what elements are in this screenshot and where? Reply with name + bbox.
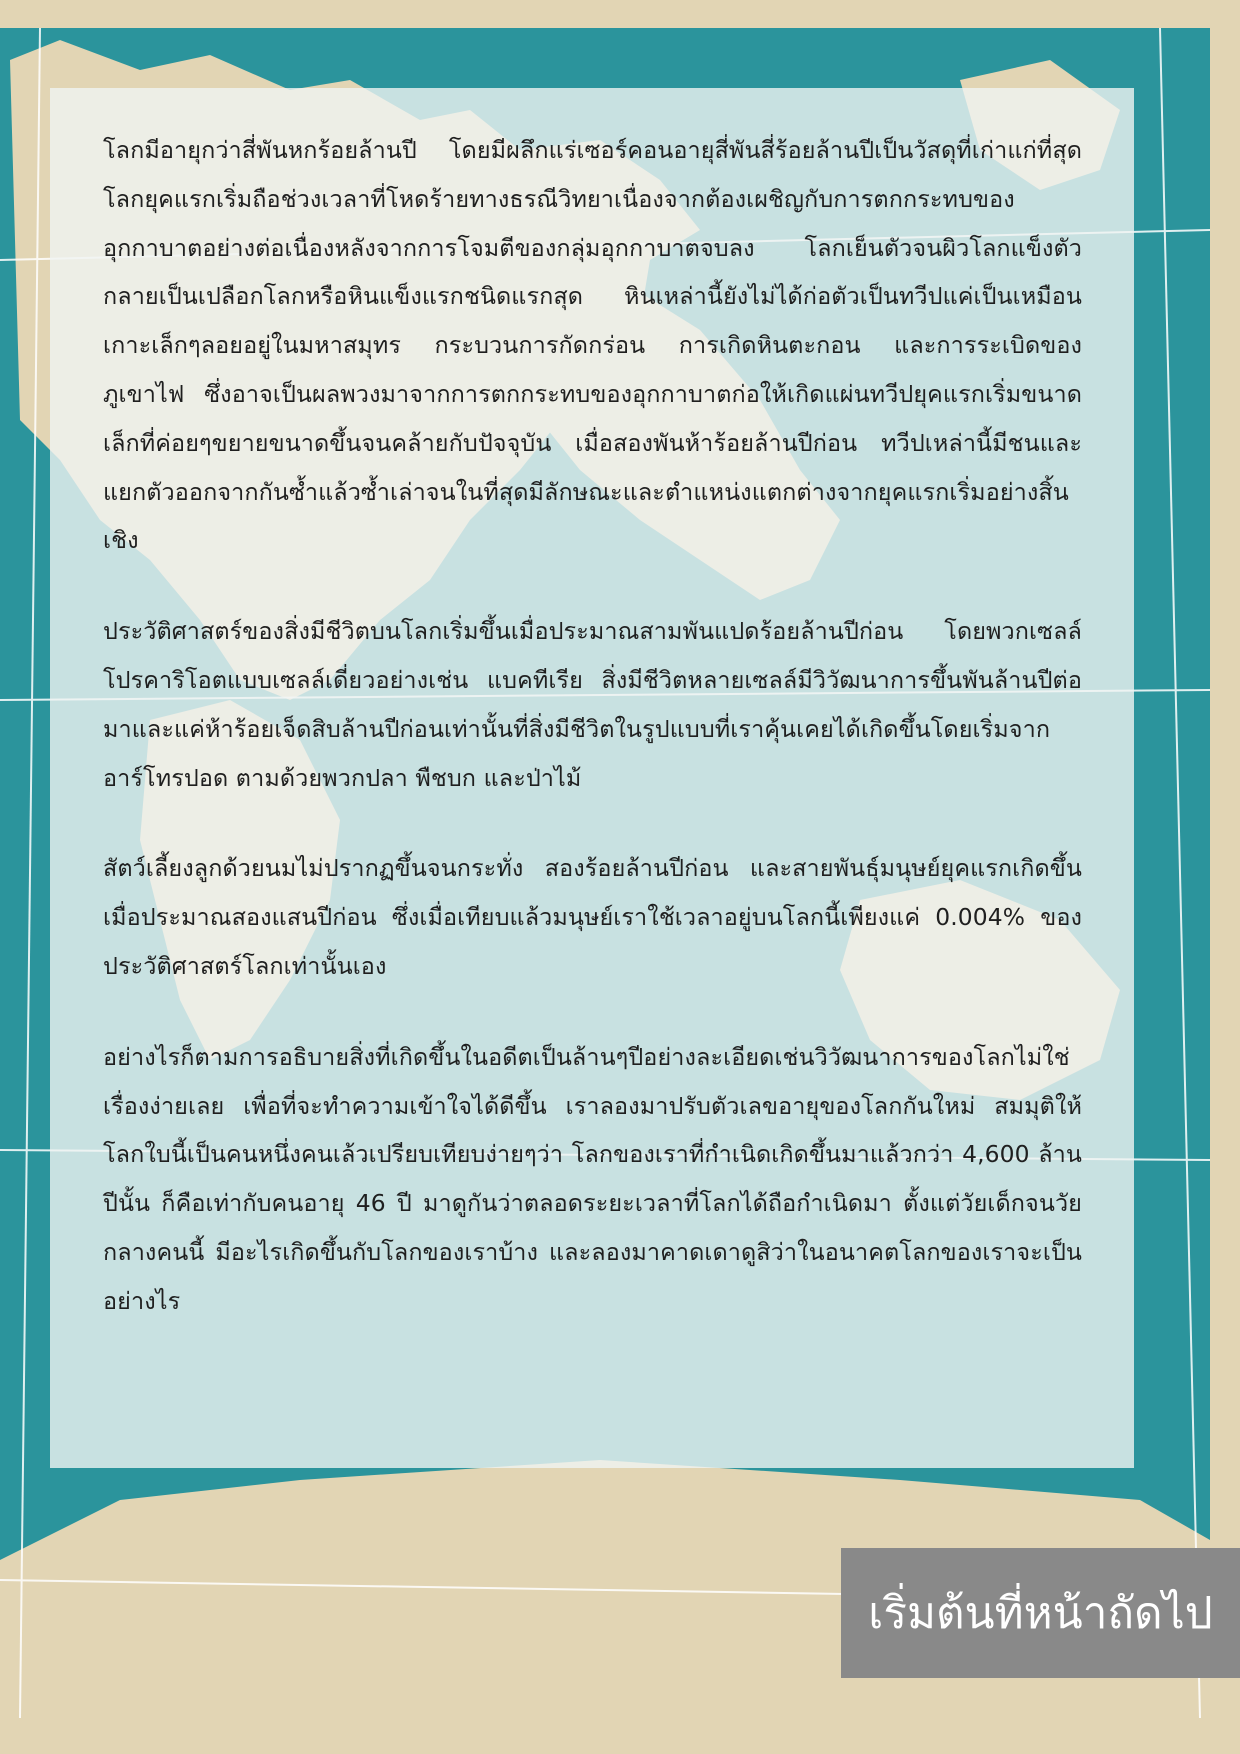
paragraph-earth-as-person: อย่างไรก็ตามการอธิบายสิ่งที่เกิดขึ้นในอดีตเป็นล้านๆปีอย่างละเอียดเช่นวิวัฒนาการของโลกไม่ใช่เรื่องง่ายเลย เพื่อที่จะทำความเข้าใจได้ดีขึ้น เราลองมาปรับตัวเลขอายุของโลกกันใหม่ สมมุติให้โลกใบนี้เป็นคนหนึ่งคนเล้วเปรียบเทียบง่ายๆว่า โลกของเราที่กำเนิดเกิดขึ้นมาแล้วกว่า 4,600 ล้านปีนั้น ก็คือเท่ากับคนอายุ 46 ปี มาดูกันว่าตลอดระยะเวลาที่โลกได้ถือกำเนิดมา ตั้งแต่วัยเด็กจนวัยกลางคนนี้ มีอะไรเกิดขึ้นกับโลกของเราบ้าง และลองมาคาดเดาดูสิว่าในอนาคตโลกของเราจะเป็นอย่างไร — [103, 1042, 1082, 1315]
paragraph-mammals-and-humans: สัตว์เลี้ยงลูกด้วยนมไม่ปรากฏขึ้นจนกระทั่ง สองร้อยล้านปีก่อน และสายพันธุ์มนุษย์ยุคแรกเกิดขึ้นเมื่อประมาณสองแสนปีก่อน ซึ่งเมื่อเทียบแล้วมนุษย์เราใช้เวลาอยู่บนโลกนี้เพียงแค่ 0.004% ของประวัติศาสตร์โลกเท่านั้นเอง — [103, 854, 1082, 980]
paragraph-earth-formation: โลกมีอายุกว่าสี่พันหกร้อยล้านปี โดยมีผลึกแร่เซอร์คอนอายุสี่พันสี่ร้อยล้านปีเป็นวัสดุที่เก่าแก่ที่สุด โลกยุคแรกเริ่มถือช่วงเวลาที่โหดร้ายทางธรณีวิทยาเนื่องจากต้องเผชิญกับการตกกระทบของอุกกาบาตอย่างต่อเนื่องหลังจากการโจมตีของกลุ่มอุกกาบาตจบลง โลกเย็นตัวจนผิวโลกแข็งตัวกลายเป็นเปลือกโลกหรือหินแข็งแรกชนิดแรกสุด หินเหล่านี้ยังไม่ได้ก่อตัวเป็นทวีปแค่เป็นเหมือนเกาะเล็กๆลอยอยู่ในมหาสมุทร กระบวนการกัดกร่อน การเกิดหินตะกอน และการระเบิดของภูเขาไฟ ซึ่งอาจเป็นผลพวงมาจากการตกกระทบของอุกกาบาตก่อให้เกิดแผ่นทวีปยุคแรกเริ่มขนาดเล็กที่ค่อยๆขยายขนาดขึ้นจนคล้ายกับปัจจุบัน เมื่อสองพันห้าร้อยล้านปีก่อน ทวีปเหล่านี้มีชนและแยกตัวออกจากกันซ้ำแล้วซ้ำเล่าจนในที่สุดมีลักษณะและตำแหน่งแตกต่างจากยุคแรกเริ่มอย่างสิ้นเชิง — [103, 136, 1082, 555]
paragraph-history-of-life: ประวัติศาสตร์ของสิ่งมีชีวิตบนโลกเริ่มขึ้นเมื่อประมาณสามพันแปดร้อยล้านปีก่อน โดยพวกเซลล์โปรคาริโอตแบบเซลล์เดี่ยวอย่างเช่น แบคทีเรีย สิ่งมีชีวิตหลายเซลล์มีวิวัฒนาการขึ้นพันล้านปีต่อมาและแค่ห้าร้อยเจ็ดสิบล้านปีก่อนเท่านั้นที่สิ่งมีชีวิตในรูปแบบที่เราคุ้นเคยได้เกิดขึ้นโดยเริ่มจาก อาร์โทรปอด ตามด้วยพวกปลา พืชบก และป่าไม้ — [103, 617, 1082, 792]
next-page-label: เริ่มต้นที่หน้าถัดไป — [868, 1588, 1213, 1639]
next-page-button[interactable] — [841, 1548, 1240, 1678]
text-panel — [50, 88, 1134, 1468]
